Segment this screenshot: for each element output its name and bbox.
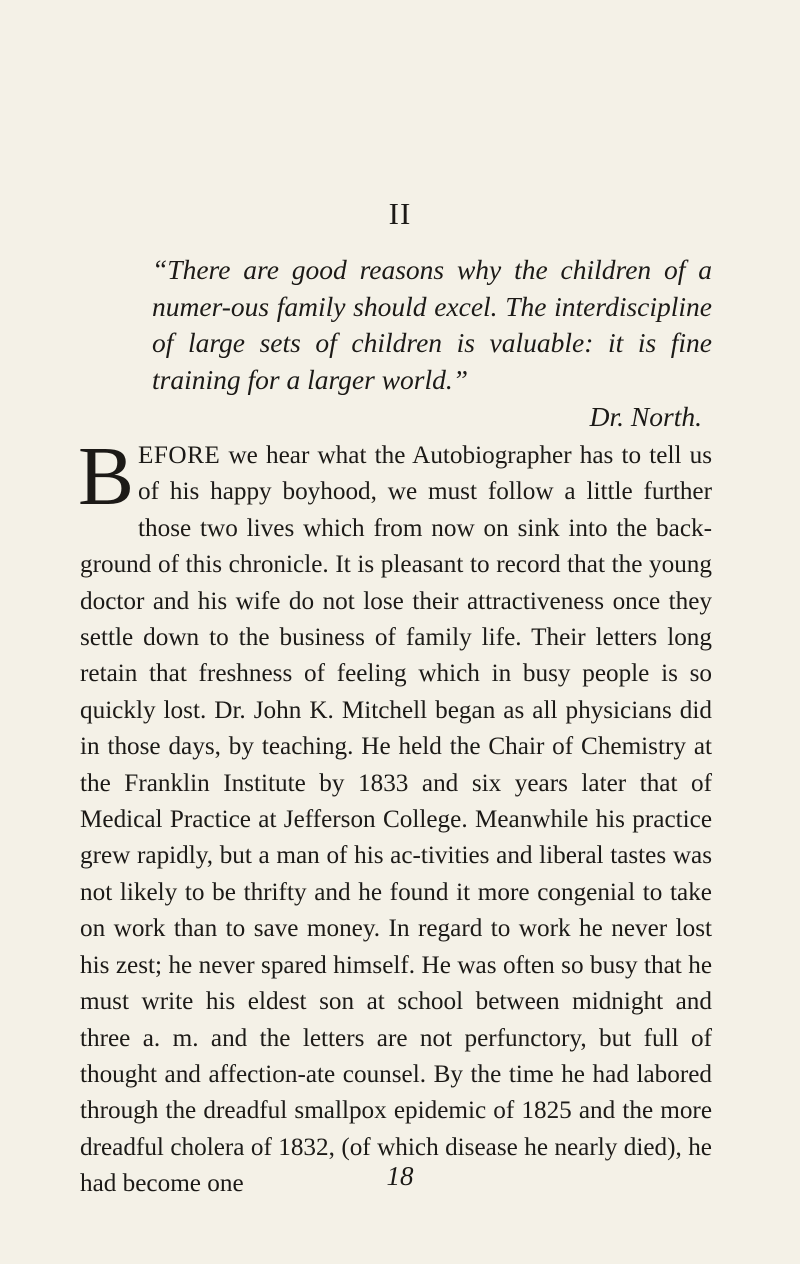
lead-caps: EFORE — [138, 442, 221, 469]
drop-cap: B — [78, 430, 135, 523]
epigraph-author: Dr. North. — [589, 401, 702, 432]
epigraph-quote: “There are good reasons why the children of a numer-ous family should excel. The interdiscipline of large sets of children is valuable: it is fine training for a larger world.” — [152, 254, 712, 395]
body-text: we hear what the Autobiographer has to tell us of his happy boyhood, we must follow a little further those two lives which from now on sink into the back-ground of this chronicle. It is pleasant to record that the young doctor and his wife do not lose their attractiveness once they settle down to the business of family life. Their letters long retain that freshness of feeling which in busy people is so quickly lost. Dr. John K. Mitchell began as all physicians did in those days, by teaching. He held the Chair of Chemistry at the Franklin Institute by 1833 and six years later that of Medical Practice at Jefferson College. Meanwhile his practice grew rapidly, but a man of his ac-tivities and liberal tastes was not likely to be thrifty and he found it more congenial to take on work than to save money. In regard to work he never lost his zest; he never spared himself. He was often so busy that he must write his eldest son at school between midnight and three a. m. and the letters are not perfunctory, but full of thought and affection-ate counsel. By the time he had labored through the dreadful smallpox epidemic of 1825 and the more dreadful cholera of 1832, (of which disease he nearly died), he had become one — [80, 442, 712, 1198]
chapter-number: II — [388, 196, 412, 231]
body-paragraph — [78, 430, 712, 1203]
page-number: 18 — [386, 1161, 414, 1191]
